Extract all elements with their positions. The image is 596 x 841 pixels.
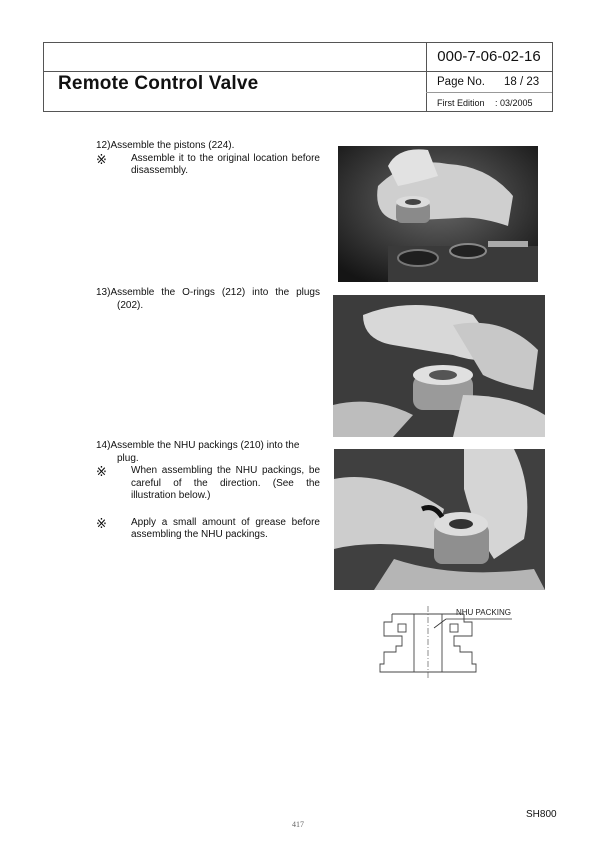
note-mark-icon: ※ <box>96 151 107 167</box>
nhu-packing-drawing <box>374 602 526 682</box>
nhu-packing-diagram <box>374 602 526 682</box>
step-note <box>96 465 320 503</box>
note-mark-icon: ※ <box>96 515 107 531</box>
step-note <box>96 517 320 542</box>
step-text: 13)Assemble the O-rings (212) into the plugs (202). <box>96 287 320 311</box>
note-text: When assembling the NHU packings, be careful of the direction. (See the illustration below.) <box>131 465 320 501</box>
photo-assemble-pistons <box>338 146 538 282</box>
model-code: SH800 <box>526 809 557 820</box>
step-text: 12)Assemble the pistons (224). <box>96 140 235 151</box>
note-text: Apply a small amount of grease before assembling the NHU packings. <box>131 516 320 540</box>
step-text: 14)Assemble the NHU packings (210) into the plug. <box>96 440 300 464</box>
page-number-value: 18 / 23 <box>504 76 540 88</box>
header-divider <box>44 71 552 72</box>
photo-assemble-nhu-packings <box>334 449 545 590</box>
note-mark-icon: ※ <box>96 464 107 479</box>
nhu-packing-label: NHU PACKING <box>456 608 511 617</box>
document-header <box>43 42 553 112</box>
step-13 <box>96 287 320 312</box>
step-12 <box>96 140 320 178</box>
spacer <box>96 503 320 517</box>
step-14 <box>96 440 320 542</box>
step-note <box>96 153 320 178</box>
page-number: 417 <box>292 820 304 829</box>
document-number: 000-7-06-02-16 <box>437 48 541 65</box>
note-text: Assemble it to the original location before disassembly. <box>131 152 320 176</box>
page-number-label: Page No. <box>437 76 485 88</box>
edition-value: : 03/2005 <box>495 98 533 108</box>
edition-label: First Edition <box>437 98 485 108</box>
page-title: Remote Control Valve <box>58 73 259 94</box>
photo-assemble-o-rings <box>333 295 545 437</box>
header-sub-divider <box>426 92 552 93</box>
